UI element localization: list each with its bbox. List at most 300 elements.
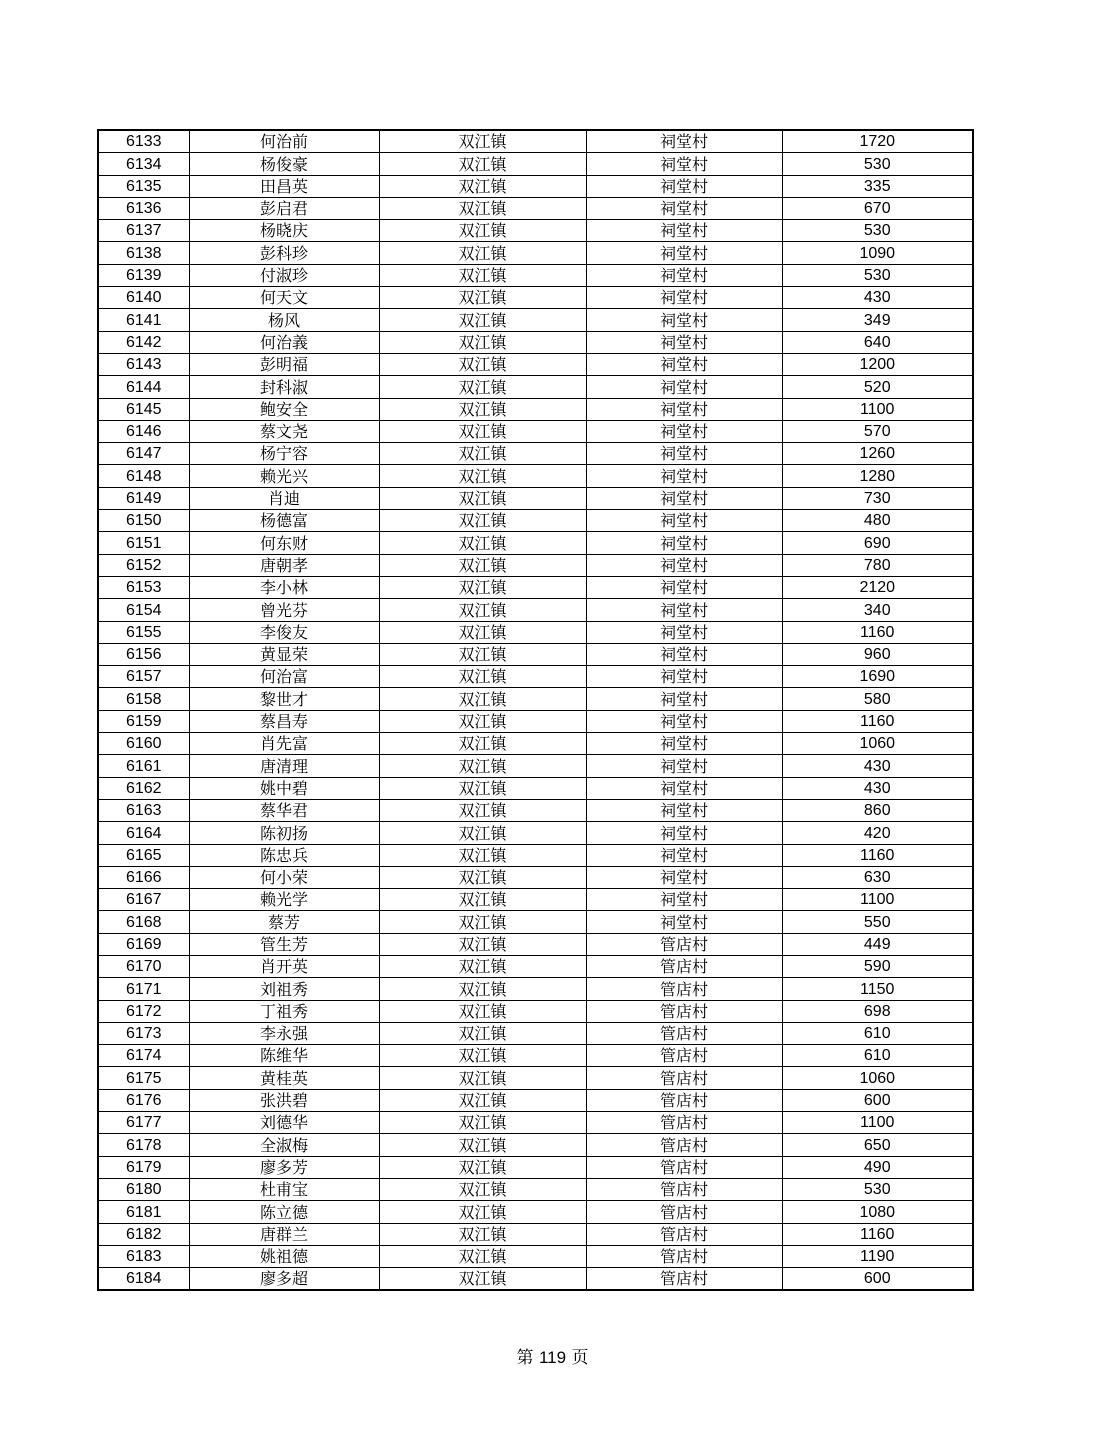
cell-amount: 1090: [782, 242, 973, 264]
cell-name: 杨德富: [189, 510, 379, 532]
table-row: [98, 666, 973, 688]
cell-town: 双江镇: [379, 666, 586, 688]
cell-amount: 1280: [782, 465, 973, 487]
cell-town: 双江镇: [379, 1245, 586, 1267]
cell-village: 管店村: [586, 1000, 782, 1022]
cell-amount: 670: [782, 197, 973, 219]
table-row: [98, 889, 973, 911]
cell-name: 唐朝孝: [189, 554, 379, 576]
cell-town: 双江镇: [379, 1178, 586, 1200]
cell-id: 6145: [98, 398, 189, 420]
cell-village: 祠堂村: [586, 733, 782, 755]
cell-amount: 1260: [782, 443, 973, 465]
cell-amount: 610: [782, 1022, 973, 1044]
table-row: [98, 420, 973, 442]
table-row: [98, 242, 973, 264]
table-row: [98, 532, 973, 554]
cell-amount: 650: [782, 1134, 973, 1156]
cell-id: 6135: [98, 175, 189, 197]
cell-town: 双江镇: [379, 1201, 586, 1223]
cell-name: 丁祖秀: [189, 1000, 379, 1022]
table-row: [98, 376, 973, 398]
cell-id: 6165: [98, 844, 189, 866]
cell-amount: 1160: [782, 621, 973, 643]
cell-village: 祠堂村: [586, 599, 782, 621]
cell-name: 肖开英: [189, 955, 379, 977]
cell-amount: 600: [782, 1268, 973, 1291]
cell-amount: 449: [782, 933, 973, 955]
table-row: [98, 130, 973, 153]
cell-amount: 430: [782, 755, 973, 777]
cell-town: 双江镇: [379, 532, 586, 554]
cell-town: 双江镇: [379, 1022, 586, 1044]
cell-name: 李俊友: [189, 621, 379, 643]
cell-village: 祠堂村: [586, 777, 782, 799]
cell-name: 肖先富: [189, 733, 379, 755]
cell-name: 管生芳: [189, 933, 379, 955]
cell-town: 双江镇: [379, 1134, 586, 1156]
cell-id: 6159: [98, 710, 189, 732]
table-row: [98, 643, 973, 665]
cell-amount: 698: [782, 1000, 973, 1022]
cell-amount: 349: [782, 309, 973, 331]
table-row: [98, 1000, 973, 1022]
cell-village: 祠堂村: [586, 309, 782, 331]
cell-village: 管店村: [586, 1245, 782, 1267]
cell-village: 祠堂村: [586, 465, 782, 487]
cell-amount: 1150: [782, 978, 973, 1000]
cell-amount: 570: [782, 420, 973, 442]
cell-name: 黄显荣: [189, 643, 379, 665]
cell-amount: 780: [782, 554, 973, 576]
cell-village: 管店村: [586, 1022, 782, 1044]
cell-town: 双江镇: [379, 264, 586, 286]
cell-id: 6139: [98, 264, 189, 286]
cell-village: 祠堂村: [586, 866, 782, 888]
cell-village: 管店村: [586, 978, 782, 1000]
cell-village: 管店村: [586, 1112, 782, 1134]
cell-town: 双江镇: [379, 576, 586, 598]
cell-name: 全淑梅: [189, 1134, 379, 1156]
cell-village: 祠堂村: [586, 688, 782, 710]
cell-village: 祠堂村: [586, 755, 782, 777]
cell-amount: 630: [782, 866, 973, 888]
cell-town: 双江镇: [379, 287, 586, 309]
cell-id: 6181: [98, 1201, 189, 1223]
cell-town: 双江镇: [379, 309, 586, 331]
cell-id: 6164: [98, 822, 189, 844]
cell-town: 双江镇: [379, 889, 586, 911]
cell-amount: 1160: [782, 710, 973, 732]
cell-town: 双江镇: [379, 1268, 586, 1291]
cell-town: 双江镇: [379, 733, 586, 755]
cell-village: 祠堂村: [586, 666, 782, 688]
cell-name: 陈立德: [189, 1201, 379, 1223]
data-table: [97, 129, 974, 1291]
cell-name: 彭明福: [189, 353, 379, 375]
cell-id: 6167: [98, 889, 189, 911]
page-footer: [0, 1343, 1105, 1368]
table-row: [98, 220, 973, 242]
cell-id: 6133: [98, 130, 189, 153]
cell-id: 6149: [98, 487, 189, 509]
cell-town: 双江镇: [379, 1112, 586, 1134]
table-row: [98, 599, 973, 621]
cell-name: 姚中碧: [189, 777, 379, 799]
cell-amount: 1080: [782, 1201, 973, 1223]
cell-id: 6142: [98, 331, 189, 353]
data-table-container: [97, 129, 972, 1291]
cell-village: 管店村: [586, 1156, 782, 1178]
cell-name: 何小荣: [189, 866, 379, 888]
cell-id: 6158: [98, 688, 189, 710]
table-row: [98, 621, 973, 643]
table-row: [98, 287, 973, 309]
cell-amount: 690: [782, 532, 973, 554]
table-row: [98, 1201, 973, 1223]
cell-id: 6153: [98, 576, 189, 598]
cell-amount: 1100: [782, 1112, 973, 1134]
cell-id: 6161: [98, 755, 189, 777]
cell-name: 陈初扬: [189, 822, 379, 844]
table-row: [98, 353, 973, 375]
cell-name: 封科淑: [189, 376, 379, 398]
cell-amount: 960: [782, 643, 973, 665]
cell-id: 6171: [98, 978, 189, 1000]
cell-village: 祠堂村: [586, 532, 782, 554]
cell-id: 6148: [98, 465, 189, 487]
cell-id: 6143: [98, 353, 189, 375]
cell-id: 6178: [98, 1134, 189, 1156]
cell-town: 双江镇: [379, 643, 586, 665]
cell-village: 管店村: [586, 1089, 782, 1111]
cell-name: 田昌英: [189, 175, 379, 197]
page-number: 119: [538, 1348, 567, 1367]
cell-amount: 520: [782, 376, 973, 398]
cell-name: 杨俊豪: [189, 153, 379, 175]
cell-id: 6183: [98, 1245, 189, 1267]
cell-town: 双江镇: [379, 220, 586, 242]
cell-name: 何东财: [189, 532, 379, 554]
table-row: [98, 1045, 973, 1067]
table-row: [98, 1245, 973, 1267]
cell-name: 陈维华: [189, 1045, 379, 1067]
cell-amount: 610: [782, 1045, 973, 1067]
table-row: [98, 1268, 973, 1291]
cell-id: 6136: [98, 197, 189, 219]
table-row: [98, 331, 973, 353]
cell-id: 6162: [98, 777, 189, 799]
cell-id: 6156: [98, 643, 189, 665]
cell-village: 祠堂村: [586, 911, 782, 933]
cell-name: 李小林: [189, 576, 379, 598]
cell-amount: 860: [782, 799, 973, 821]
cell-name: 曾光芬: [189, 599, 379, 621]
table-row: [98, 576, 973, 598]
cell-town: 双江镇: [379, 353, 586, 375]
cell-id: 6184: [98, 1268, 189, 1291]
cell-id: 6147: [98, 443, 189, 465]
cell-village: 管店村: [586, 1045, 782, 1067]
cell-amount: 530: [782, 264, 973, 286]
cell-town: 双江镇: [379, 1089, 586, 1111]
table-row: [98, 510, 973, 532]
cell-id: 6177: [98, 1112, 189, 1134]
cell-amount: 335: [782, 175, 973, 197]
cell-name: 廖多超: [189, 1268, 379, 1291]
table-row: [98, 755, 973, 777]
cell-id: 6137: [98, 220, 189, 242]
table-row: [98, 487, 973, 509]
cell-village: 祠堂村: [586, 643, 782, 665]
cell-name: 杨宁容: [189, 443, 379, 465]
cell-id: 6152: [98, 554, 189, 576]
cell-town: 双江镇: [379, 331, 586, 353]
cell-name: 彭启君: [189, 197, 379, 219]
cell-village: 祠堂村: [586, 443, 782, 465]
cell-name: 黎世才: [189, 688, 379, 710]
cell-town: 双江镇: [379, 443, 586, 465]
table-row: [98, 933, 973, 955]
cell-town: 双江镇: [379, 1045, 586, 1067]
cell-town: 双江镇: [379, 866, 586, 888]
page-label-suffix: 页: [571, 1348, 589, 1368]
cell-amount: 1690: [782, 666, 973, 688]
cell-town: 双江镇: [379, 599, 586, 621]
table-row: [98, 911, 973, 933]
cell-village: 管店村: [586, 1223, 782, 1245]
cell-amount: 600: [782, 1089, 973, 1111]
table-row: [98, 197, 973, 219]
cell-amount: 530: [782, 220, 973, 242]
cell-id: 6166: [98, 866, 189, 888]
table-row: [98, 1134, 973, 1156]
cell-village: 祠堂村: [586, 398, 782, 420]
cell-name: 刘德华: [189, 1112, 379, 1134]
cell-name: 陈忠兵: [189, 844, 379, 866]
cell-amount: 580: [782, 688, 973, 710]
table-row: [98, 955, 973, 977]
cell-town: 双江镇: [379, 911, 586, 933]
cell-id: 6160: [98, 733, 189, 755]
cell-id: 6141: [98, 309, 189, 331]
cell-town: 双江镇: [379, 175, 586, 197]
table-row: [98, 554, 973, 576]
table-row: [98, 688, 973, 710]
cell-id: 6172: [98, 1000, 189, 1022]
cell-id: 6157: [98, 666, 189, 688]
cell-id: 6155: [98, 621, 189, 643]
cell-name: 何治富: [189, 666, 379, 688]
cell-village: 祠堂村: [586, 576, 782, 598]
cell-amount: 1720: [782, 130, 973, 153]
table-row: [98, 398, 973, 420]
cell-town: 双江镇: [379, 799, 586, 821]
cell-town: 双江镇: [379, 755, 586, 777]
cell-amount: 430: [782, 777, 973, 799]
cell-town: 双江镇: [379, 978, 586, 1000]
cell-amount: 2120: [782, 576, 973, 598]
cell-id: 6151: [98, 532, 189, 554]
cell-town: 双江镇: [379, 153, 586, 175]
table-row: [98, 844, 973, 866]
cell-id: 6154: [98, 599, 189, 621]
cell-village: 祠堂村: [586, 420, 782, 442]
cell-village: 祠堂村: [586, 197, 782, 219]
cell-id: 6134: [98, 153, 189, 175]
table-row: [98, 1067, 973, 1089]
cell-name: 赖光学: [189, 889, 379, 911]
cell-amount: 590: [782, 955, 973, 977]
cell-id: 6140: [98, 287, 189, 309]
cell-name: 蔡昌寿: [189, 710, 379, 732]
cell-town: 双江镇: [379, 197, 586, 219]
cell-id: 6175: [98, 1067, 189, 1089]
cell-amount: 1060: [782, 1067, 973, 1089]
cell-id: 6179: [98, 1156, 189, 1178]
cell-village: 祠堂村: [586, 844, 782, 866]
cell-name: 何天文: [189, 287, 379, 309]
cell-name: 何治前: [189, 130, 379, 153]
cell-town: 双江镇: [379, 420, 586, 442]
table-row: [98, 1089, 973, 1111]
cell-amount: 1160: [782, 1223, 973, 1245]
cell-town: 双江镇: [379, 242, 586, 264]
table-row: [98, 153, 973, 175]
cell-village: 祠堂村: [586, 130, 782, 153]
cell-amount: 490: [782, 1156, 973, 1178]
cell-amount: 1060: [782, 733, 973, 755]
cell-amount: 1100: [782, 889, 973, 911]
cell-village: 祠堂村: [586, 889, 782, 911]
cell-town: 双江镇: [379, 955, 586, 977]
cell-town: 双江镇: [379, 465, 586, 487]
cell-village: 祠堂村: [586, 510, 782, 532]
cell-amount: 530: [782, 1178, 973, 1200]
cell-name: 廖多芳: [189, 1156, 379, 1178]
cell-town: 双江镇: [379, 1067, 586, 1089]
table-row: [98, 465, 973, 487]
cell-town: 双江镇: [379, 710, 586, 732]
cell-id: 6163: [98, 799, 189, 821]
cell-village: 管店村: [586, 1178, 782, 1200]
cell-amount: 550: [782, 911, 973, 933]
cell-village: 祠堂村: [586, 264, 782, 286]
cell-id: 6182: [98, 1223, 189, 1245]
cell-village: 管店村: [586, 1067, 782, 1089]
cell-town: 双江镇: [379, 554, 586, 576]
cell-id: 6169: [98, 933, 189, 955]
cell-town: 双江镇: [379, 1000, 586, 1022]
cell-name: 黄桂英: [189, 1067, 379, 1089]
cell-amount: 1200: [782, 353, 973, 375]
table-row: [98, 1223, 973, 1245]
cell-village: 祠堂村: [586, 353, 782, 375]
table-row: [98, 175, 973, 197]
cell-name: 刘祖秀: [189, 978, 379, 1000]
cell-town: 双江镇: [379, 130, 586, 153]
cell-town: 双江镇: [379, 777, 586, 799]
cell-name: 何治義: [189, 331, 379, 353]
cell-name: 杨晓庆: [189, 220, 379, 242]
cell-village: 祠堂村: [586, 621, 782, 643]
cell-name: 张洪碧: [189, 1089, 379, 1111]
cell-town: 双江镇: [379, 510, 586, 532]
cell-town: 双江镇: [379, 1156, 586, 1178]
cell-village: 祠堂村: [586, 710, 782, 732]
cell-id: 6180: [98, 1178, 189, 1200]
cell-village: 管店村: [586, 933, 782, 955]
cell-id: 6173: [98, 1022, 189, 1044]
table-row: [98, 710, 973, 732]
cell-name: 杜甫宝: [189, 1178, 379, 1200]
cell-name: 赖光兴: [189, 465, 379, 487]
table-row: [98, 1112, 973, 1134]
cell-village: 祠堂村: [586, 153, 782, 175]
cell-town: 双江镇: [379, 398, 586, 420]
cell-name: 彭科珍: [189, 242, 379, 264]
cell-name: 鲍安全: [189, 398, 379, 420]
cell-amount: 1160: [782, 844, 973, 866]
cell-town: 双江镇: [379, 822, 586, 844]
table-row: [98, 866, 973, 888]
cell-town: 双江镇: [379, 933, 586, 955]
cell-name: 姚祖德: [189, 1245, 379, 1267]
table-row: [98, 978, 973, 1000]
cell-amount: 530: [782, 153, 973, 175]
cell-amount: 480: [782, 510, 973, 532]
cell-amount: 340: [782, 599, 973, 621]
cell-id: 6144: [98, 376, 189, 398]
cell-id: 6150: [98, 510, 189, 532]
cell-village: 祠堂村: [586, 822, 782, 844]
cell-village: 祠堂村: [586, 220, 782, 242]
cell-village: 管店村: [586, 955, 782, 977]
cell-name: 唐群兰: [189, 1223, 379, 1245]
cell-id: 6168: [98, 911, 189, 933]
cell-village: 管店村: [586, 1268, 782, 1291]
cell-id: 6138: [98, 242, 189, 264]
cell-village: 祠堂村: [586, 376, 782, 398]
table-row: [98, 799, 973, 821]
cell-village: 祠堂村: [586, 487, 782, 509]
cell-village: 祠堂村: [586, 799, 782, 821]
cell-id: 6174: [98, 1045, 189, 1067]
cell-name: 付淑珍: [189, 264, 379, 286]
table-body: [98, 130, 973, 1290]
cell-village: 祠堂村: [586, 175, 782, 197]
table-row: [98, 733, 973, 755]
cell-village: 祠堂村: [586, 242, 782, 264]
cell-name: 蔡芳: [189, 911, 379, 933]
cell-name: 蔡华君: [189, 799, 379, 821]
cell-village: 祠堂村: [586, 554, 782, 576]
cell-amount: 1100: [782, 398, 973, 420]
cell-village: 管店村: [586, 1201, 782, 1223]
cell-town: 双江镇: [379, 487, 586, 509]
cell-town: 双江镇: [379, 1223, 586, 1245]
cell-town: 双江镇: [379, 688, 586, 710]
table-row: [98, 822, 973, 844]
table-row: [98, 1022, 973, 1044]
cell-name: 杨风: [189, 309, 379, 331]
cell-village: 祠堂村: [586, 287, 782, 309]
table-row: [98, 264, 973, 286]
cell-name: 蔡文尧: [189, 420, 379, 442]
cell-village: 祠堂村: [586, 331, 782, 353]
cell-amount: 1190: [782, 1245, 973, 1267]
cell-id: 6146: [98, 420, 189, 442]
